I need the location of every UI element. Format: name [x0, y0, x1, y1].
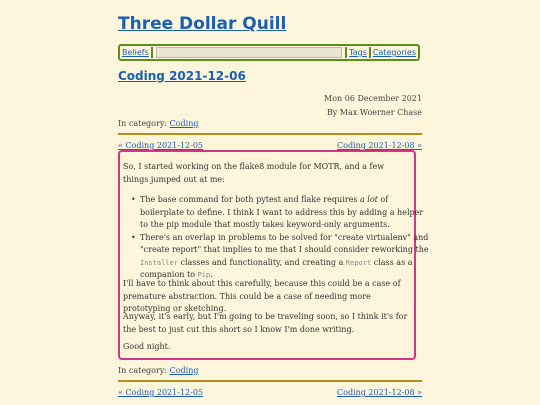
nav-link-tags[interactable]: Tags	[349, 48, 367, 57]
post-content	[118, 150, 429, 360]
nav-spacer	[156, 47, 342, 58]
paragraph-goodnight: Good night.	[123, 342, 171, 351]
bullet-text: The base command for both pytest and flake requires	[140, 195, 360, 204]
category-line-top	[118, 119, 198, 128]
intro-paragraph: So, I started working on the flake8 module for MOTR, and a few things jumped out at me:	[123, 162, 385, 184]
bullet-text: .	[210, 270, 213, 279]
post-author: By Max Woerner Chase	[326, 108, 422, 117]
nav-divider	[151, 47, 153, 58]
prev-post-link[interactable]: « Coding 2021-12-05	[118, 388, 203, 397]
paragraph-abstraction: I'll have to think about this carefully, because this could be a case of premature abstraction. This could be a case of needing more prototyping or sketching.	[123, 279, 401, 313]
divider-rule	[118, 380, 422, 382]
bullet-text: of boilerplate to define. I think I want to address this by adding a helper to the pip module that mostly takes keyword-only arguments.	[140, 195, 424, 229]
next-post-link[interactable]: Coding 2021-12-08 »	[337, 141, 422, 150]
bullet-emphasis: a lot	[359, 195, 378, 204]
category-link[interactable]: Coding	[169, 119, 199, 128]
list-item	[140, 194, 430, 232]
post-title-link[interactable]: Coding 2021-12-06	[118, 69, 246, 83]
bullet-text: class as a companion to	[140, 257, 413, 279]
paragraph-traveling: Anyway, it's early, but I'm going to be traveling soon, so I think it's for the best to just cut this short so I know I'm done writing.	[123, 312, 408, 334]
bullet-text: classes and functionality, and creating a	[177, 257, 346, 267]
category-link[interactable]: Coding	[169, 366, 199, 375]
list-item	[140, 232, 430, 282]
category-line-bottom	[118, 366, 198, 375]
next-post-link[interactable]: Coding 2021-12-08 »	[337, 388, 422, 397]
prev-post-link[interactable]: « Coding 2021-12-05	[118, 141, 203, 150]
site-title-link[interactable]: Three Dollar Quill	[118, 14, 287, 34]
nav-link-beliefs[interactable]: Beliefs	[122, 48, 149, 57]
code-installer: Installer	[140, 258, 178, 267]
post-date: Mon 06 December 2021	[324, 94, 422, 103]
nav-link-categories[interactable]: Categories	[372, 48, 416, 57]
code-pip: Pip	[197, 271, 211, 279]
bullet-text: There's an overlap in problems to be solved for "create virtualenv" and "create report" that implies to me that I should consider reworking the	[140, 232, 429, 254]
code-report: Report	[345, 258, 372, 267]
divider-rule	[118, 133, 422, 135]
category-prefix: In category:	[118, 119, 168, 128]
category-prefix: In category:	[118, 366, 168, 375]
nav-bar	[118, 44, 420, 61]
bullet-list	[120, 194, 430, 282]
